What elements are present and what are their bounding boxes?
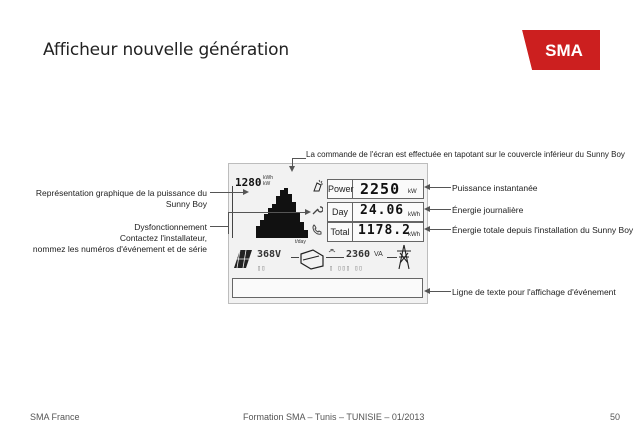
sma-logo	[522, 30, 600, 70]
annotation-error-line2: Contactez l'installateur,	[119, 233, 207, 243]
annotation-graph-line1: Représentation graphique de la puissance du	[35, 188, 207, 198]
event-text-line	[232, 278, 423, 298]
pv-voltage: 368V	[257, 249, 282, 260]
lcd-header-power: 1280	[235, 176, 262, 189]
lcd-display: 1280 kWh kW t/day Power 2250 kW Day 24.06 kWh Total 1178.2 kWh 368V ▯▯ 2360 VA ▯ ▯▯▯ ▯▯	[228, 163, 428, 304]
power-field: Power 2250 kW	[327, 179, 424, 199]
annotation-total: Énergie totale depuis l'installation du Sunny Boy	[452, 225, 634, 235]
annotation-graph-line2: Sunny Boy	[165, 199, 207, 209]
annotation-top: La commande de l'écran est effectuée en tapotant sur le couvercle inférieur du Sunny Boy	[306, 150, 625, 159]
page-number: 50	[610, 412, 621, 422]
inverter-icon	[299, 248, 325, 270]
footer-center: Formation SMA – Tunis – TUNISIE – 01/2013	[243, 412, 425, 422]
grid-power: 2360	[346, 249, 371, 260]
annotation-error-line1: Dysfonctionnement	[134, 222, 207, 232]
day-field: Day 24.06 kWh	[327, 202, 424, 222]
axis-label: t/day	[295, 239, 306, 245]
svg-text:SMA: SMA	[545, 41, 583, 60]
grid-unit: VA	[374, 251, 383, 258]
page-title: Afficheur nouvelle génération	[43, 40, 289, 60]
wireless-icon	[327, 244, 337, 254]
pylon-icon	[395, 244, 413, 270]
annotation-error-line3: nommez les numéros d'événement et de série	[32, 244, 207, 254]
phone-icon	[311, 224, 323, 236]
footer-left: SMA France	[30, 412, 80, 422]
lcd-header-unit-top: kWh	[263, 175, 273, 181]
pv-panel-icon	[232, 248, 254, 270]
annotation-power: Puissance instantanée	[452, 183, 538, 193]
annotation-day: Énergie journalière	[452, 205, 524, 215]
annotation-text-line: Ligne de texte pour l'affichage d'événement	[452, 287, 616, 297]
total-field: Total 1178.2 kWh	[327, 222, 424, 242]
lcd-header-unit-bottom: kW	[263, 181, 271, 187]
tap-icon[interactable]	[311, 179, 325, 193]
wrench-icon	[311, 204, 323, 216]
